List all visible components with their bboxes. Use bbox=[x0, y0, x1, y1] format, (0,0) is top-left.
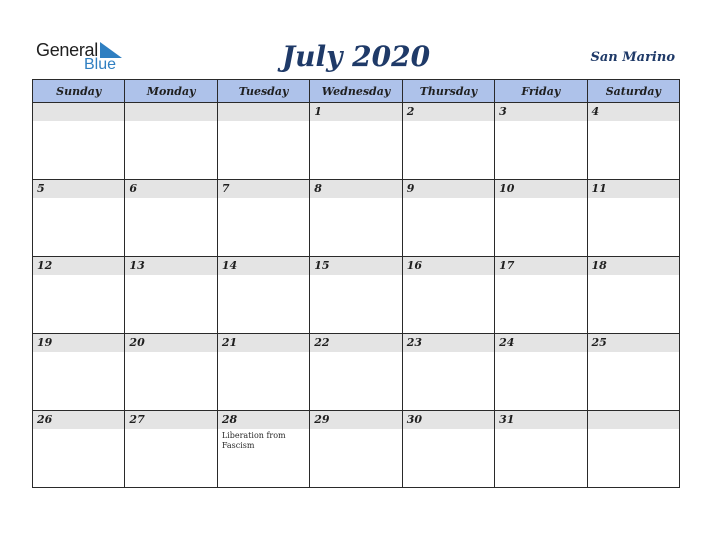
day-cell bbox=[33, 334, 125, 411]
day-number: 16 bbox=[403, 257, 494, 275]
day-number bbox=[125, 103, 216, 121]
day-cell bbox=[587, 411, 679, 488]
day-number bbox=[33, 103, 124, 121]
day-number bbox=[218, 103, 309, 121]
weekday-header-row bbox=[33, 80, 680, 103]
day-cell bbox=[33, 411, 125, 488]
holiday-label: Liberation from Fascism bbox=[221, 431, 286, 450]
day-number: 13 bbox=[125, 257, 216, 275]
day-number: 8 bbox=[310, 180, 401, 198]
day-number: 26 bbox=[33, 411, 124, 429]
day-cell bbox=[495, 257, 587, 334]
weekday-header: Thursday bbox=[402, 80, 494, 103]
day-cell bbox=[495, 334, 587, 411]
weekday-header: Friday bbox=[495, 80, 587, 103]
day-number: 20 bbox=[125, 334, 216, 352]
day-cell bbox=[495, 411, 587, 488]
weekday-header: Wednesday bbox=[310, 80, 402, 103]
day-number: 21 bbox=[218, 334, 309, 352]
logo-blue-text: Blue bbox=[84, 56, 117, 73]
weekday-header: Sunday bbox=[33, 80, 125, 103]
day-cell bbox=[587, 257, 679, 334]
day-cell bbox=[217, 103, 309, 180]
calendar-title: July 2020 bbox=[281, 40, 431, 73]
day-number: 9 bbox=[403, 180, 494, 198]
day-cell bbox=[402, 334, 494, 411]
day-cell bbox=[125, 103, 217, 180]
day-cell bbox=[402, 180, 494, 257]
day-cell bbox=[33, 103, 125, 180]
day-number: 18 bbox=[588, 257, 679, 275]
week-row bbox=[33, 334, 680, 411]
day-number: 3 bbox=[495, 103, 586, 121]
day-number: 4 bbox=[588, 103, 679, 121]
day-cell bbox=[125, 334, 217, 411]
day-number: 30 bbox=[403, 411, 494, 429]
day-number: 5 bbox=[33, 180, 124, 198]
weekday-header: Monday bbox=[125, 80, 217, 103]
weekday-header: Saturday bbox=[587, 80, 679, 103]
day-number: 17 bbox=[495, 257, 586, 275]
day-cell bbox=[310, 257, 402, 334]
day-number: 29 bbox=[310, 411, 401, 429]
day-number: 7 bbox=[218, 180, 309, 198]
day-number: 22 bbox=[310, 334, 401, 352]
day-cell bbox=[125, 180, 217, 257]
day-cell bbox=[402, 257, 494, 334]
day-cell bbox=[310, 103, 402, 180]
day-cell bbox=[495, 103, 587, 180]
day-cell bbox=[310, 334, 402, 411]
day-number: 23 bbox=[403, 334, 494, 352]
week-row bbox=[33, 180, 680, 257]
day-cell bbox=[495, 180, 587, 257]
day-number: 27 bbox=[125, 411, 216, 429]
day-cell bbox=[217, 411, 309, 488]
logo-general-text: General bbox=[36, 40, 98, 60]
week-row bbox=[33, 103, 680, 180]
day-number: 25 bbox=[588, 334, 679, 352]
day-cell bbox=[125, 257, 217, 334]
day-cell bbox=[402, 103, 494, 180]
day-number bbox=[588, 411, 679, 429]
day-number: 2 bbox=[403, 103, 494, 121]
day-cell bbox=[217, 334, 309, 411]
day-number: 10 bbox=[495, 180, 586, 198]
day-number: 31 bbox=[495, 411, 586, 429]
day-number: 24 bbox=[495, 334, 586, 352]
day-cell bbox=[33, 180, 125, 257]
day-cell bbox=[217, 180, 309, 257]
day-number: 1 bbox=[310, 103, 401, 121]
country-name: San Marino bbox=[590, 50, 675, 65]
day-number: 19 bbox=[33, 334, 124, 352]
week-row bbox=[33, 257, 680, 334]
day-cell bbox=[587, 180, 679, 257]
week-row bbox=[33, 411, 680, 488]
day-cell bbox=[217, 257, 309, 334]
day-number: 6 bbox=[125, 180, 216, 198]
day-number: 12 bbox=[33, 257, 124, 275]
calendar-grid bbox=[32, 79, 680, 488]
day-cell bbox=[587, 103, 679, 180]
day-cell bbox=[587, 334, 679, 411]
day-cell bbox=[125, 411, 217, 488]
day-cell bbox=[33, 257, 125, 334]
day-cell bbox=[310, 411, 402, 488]
day-number: 11 bbox=[588, 180, 679, 198]
day-cell bbox=[402, 411, 494, 488]
day-number: 28 bbox=[218, 411, 309, 429]
weekday-header: Tuesday bbox=[217, 80, 309, 103]
day-number: 15 bbox=[310, 257, 401, 275]
day-number: 14 bbox=[218, 257, 309, 275]
day-cell bbox=[310, 180, 402, 257]
